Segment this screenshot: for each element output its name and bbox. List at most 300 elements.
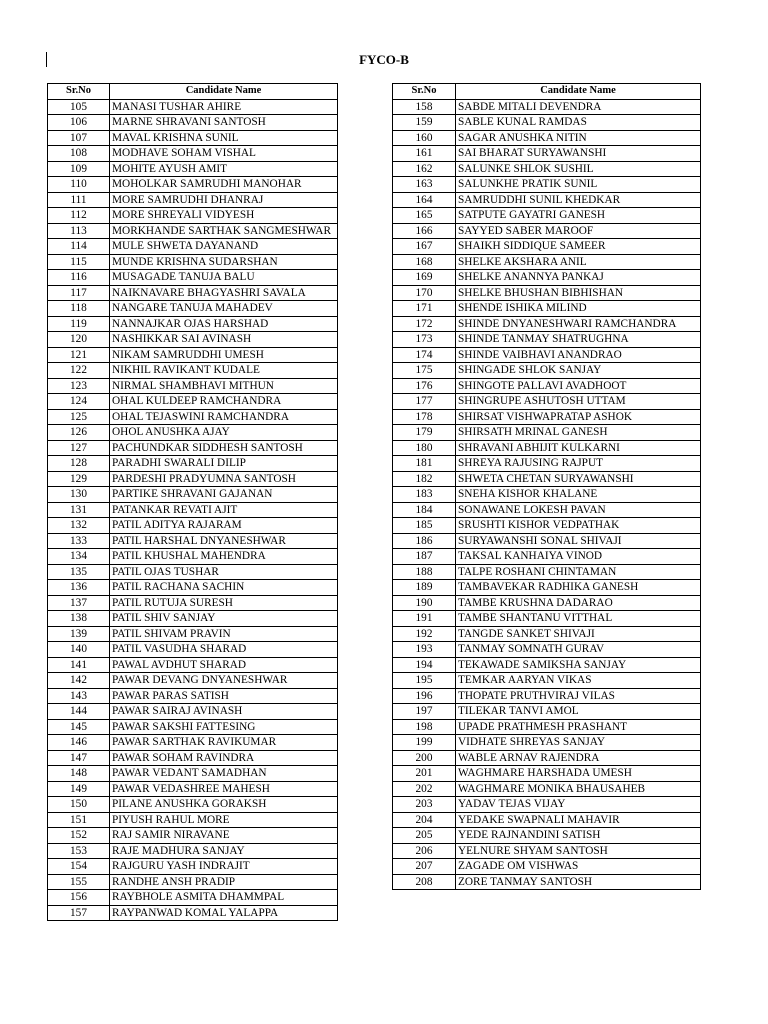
table-row — [48, 580, 338, 596]
sr-no-cell: 199 — [393, 735, 456, 751]
table-row — [48, 192, 338, 208]
table-row — [393, 564, 701, 580]
table-row — [393, 688, 701, 704]
table-row — [393, 347, 701, 363]
candidate-name-cell: SHINGADE SHLOK SANJAY — [456, 363, 701, 379]
candidate-name-cell: PATIL VASUDHA SHARAD — [110, 642, 338, 658]
table-row — [48, 471, 338, 487]
candidate-name-cell: MORE SHREYALI VIDYESH — [110, 208, 338, 224]
candidate-name-cell: SALUNKHE PRATIK SUNIL — [456, 177, 701, 193]
table-row — [393, 239, 701, 255]
sr-no-cell: 157 — [48, 905, 110, 921]
sr-no-cell: 138 — [48, 611, 110, 627]
table-row — [48, 905, 338, 921]
candidate-name-cell: SABDE MITALI DEVENDRA — [456, 99, 701, 115]
candidate-name-cell: OHOL ANUSHKA AJAY — [110, 425, 338, 441]
table-row — [48, 611, 338, 627]
candidate-name-cell: SHINDE DNYANESHWARI RAMCHANDRA — [456, 316, 701, 332]
candidate-name-cell: SALUNKE SHLOK SUSHIL — [456, 161, 701, 177]
table-header-row — [393, 84, 701, 100]
candidate-name-cell: SHELKE BHUSHAN BIBHISHAN — [456, 285, 701, 301]
candidate-name-cell: SAMRUDDHI SUNIL KHEDKAR — [456, 192, 701, 208]
candidate-name-cell: NIRMAL SHAMBHAVI MITHUN — [110, 378, 338, 394]
sr-no-cell: 174 — [393, 347, 456, 363]
candidate-name-cell: WAGHMARE HARSHADA UMESH — [456, 766, 701, 782]
table-row — [393, 735, 701, 751]
table-row — [393, 177, 701, 193]
sr-no-cell: 129 — [48, 471, 110, 487]
table-row — [393, 874, 701, 890]
sr-no-cell: 164 — [393, 192, 456, 208]
candidate-name-cell: PAWAR SAIRAJ AVINASH — [110, 704, 338, 720]
table-row — [48, 533, 338, 549]
candidate-name-cell: TAMBAVEKAR RADHIKA GANESH — [456, 580, 701, 596]
candidate-name-cell: SHREYA RAJUSING RAJPUT — [456, 456, 701, 472]
sr-no-cell: 207 — [393, 859, 456, 875]
table-row — [48, 316, 338, 332]
table-row — [48, 673, 338, 689]
candidate-name-cell: NIKAM SAMRUDDHI UMESH — [110, 347, 338, 363]
table-row — [393, 859, 701, 875]
candidate-name-cell: THOPATE PRUTHVIRAJ VILAS — [456, 688, 701, 704]
candidate-name-cell: MORE SAMRUDHI DHANRAJ — [110, 192, 338, 208]
sr-no-cell: 196 — [393, 688, 456, 704]
candidate-name-cell: ZAGADE OM VISHWAS — [456, 859, 701, 875]
candidate-name-cell: SATPUTE GAYATRI GANESH — [456, 208, 701, 224]
table-row — [393, 766, 701, 782]
table-row — [393, 208, 701, 224]
table-row — [48, 657, 338, 673]
sr-no-cell: 128 — [48, 456, 110, 472]
sr-no-cell: 145 — [48, 719, 110, 735]
candidate-name-cell: RAJGURU YASH INDRAJIT — [110, 859, 338, 875]
sr-no-cell: 154 — [48, 859, 110, 875]
candidate-name-cell: YADAV TEJAS VIJAY — [456, 797, 701, 813]
candidate-name-cell: TAMBE SHANTANU VITTHAL — [456, 611, 701, 627]
table-row — [48, 425, 338, 441]
candidate-name-cell: MOHOLKAR SAMRUDHI MANOHAR — [110, 177, 338, 193]
table-row — [48, 270, 338, 286]
candidate-name-cell: PATIL SHIV SANJAY — [110, 611, 338, 627]
candidate-name-cell: SHIRSAT VISHWAPRATAP ASHOK — [456, 409, 701, 425]
sr-no-cell: 118 — [48, 301, 110, 317]
candidate-name-cell: PAWAR SAKSHI FATTESING — [110, 719, 338, 735]
candidate-name-header: Candidate Name — [456, 84, 701, 100]
sr-no-cell: 111 — [48, 192, 110, 208]
candidate-name-cell: SHRAVANI ABHIJIT KULKARNI — [456, 440, 701, 456]
table-row — [48, 549, 338, 565]
candidate-name-cell: PATIL SHIVAM PRAVIN — [110, 626, 338, 642]
sr-no-cell: 140 — [48, 642, 110, 658]
sr-no-cell: 203 — [393, 797, 456, 813]
table-row — [48, 332, 338, 348]
table-row — [393, 409, 701, 425]
table-row — [48, 502, 338, 518]
sr-no-cell: 184 — [393, 502, 456, 518]
sr-no-cell: 205 — [393, 828, 456, 844]
candidate-name-cell: PAWAL AVDHUT SHARAD — [110, 657, 338, 673]
sr-no-cell: 131 — [48, 502, 110, 518]
sr-no-cell: 110 — [48, 177, 110, 193]
candidate-name-cell: SAYYED SABER MAROOF — [456, 223, 701, 239]
sr-no-header: Sr.No — [393, 84, 456, 100]
sr-no-cell: 136 — [48, 580, 110, 596]
candidate-name-cell: YEDE RAJNANDINI SATISH — [456, 828, 701, 844]
sr-no-cell: 121 — [48, 347, 110, 363]
sr-no-cell: 168 — [393, 254, 456, 270]
sr-no-cell: 170 — [393, 285, 456, 301]
table-row — [48, 146, 338, 162]
candidate-name-cell: YEDAKE SWAPNALI MAHAVIR — [456, 812, 701, 828]
candidate-name-cell: TALPE ROSHANI CHINTAMAN — [456, 564, 701, 580]
candidate-name-cell: VIDHATE SHREYAS SANJAY — [456, 735, 701, 751]
candidate-name-cell: PATIL RACHANA SACHIN — [110, 580, 338, 596]
table-row — [48, 456, 338, 472]
sr-no-cell: 161 — [393, 146, 456, 162]
table-row — [48, 223, 338, 239]
table-row — [393, 797, 701, 813]
table-row — [48, 99, 338, 115]
sr-no-cell: 191 — [393, 611, 456, 627]
sr-no-cell: 135 — [48, 564, 110, 580]
candidate-name-cell: RAYBHOLE ASMITA DHAMMPAL — [110, 890, 338, 906]
sr-no-cell: 142 — [48, 673, 110, 689]
sr-no-cell: 178 — [393, 409, 456, 425]
candidate-name-cell: PAWAR DEVANG DNYANESHWAR — [110, 673, 338, 689]
sr-no-cell: 125 — [48, 409, 110, 425]
table-row — [48, 781, 338, 797]
candidate-name-cell: YELNURE SHYAM SANTOSH — [456, 843, 701, 859]
sr-no-cell: 123 — [48, 378, 110, 394]
table-row — [393, 673, 701, 689]
table-row — [393, 161, 701, 177]
table-row — [48, 301, 338, 317]
table-body — [48, 99, 338, 921]
candidate-name-cell: MANASI TUSHAR AHIRE — [110, 99, 338, 115]
sr-no-cell: 158 — [393, 99, 456, 115]
sr-no-cell: 181 — [393, 456, 456, 472]
table-row — [48, 440, 338, 456]
sr-no-cell: 120 — [48, 332, 110, 348]
sr-no-cell: 151 — [48, 812, 110, 828]
sr-no-cell: 144 — [48, 704, 110, 720]
table-row — [393, 657, 701, 673]
candidate-name-cell: SHELKE AKSHARA ANIL — [456, 254, 701, 270]
table-row — [393, 130, 701, 146]
candidate-name-cell: NIKHIL RAVIKANT KUDALE — [110, 363, 338, 379]
sr-no-cell: 134 — [48, 549, 110, 565]
sr-no-cell: 165 — [393, 208, 456, 224]
sr-no-cell: 114 — [48, 239, 110, 255]
table-row — [393, 285, 701, 301]
sr-no-cell: 187 — [393, 549, 456, 565]
sr-no-cell: 155 — [48, 874, 110, 890]
table-row — [48, 177, 338, 193]
table-row — [48, 626, 338, 642]
table-row — [48, 688, 338, 704]
candidate-name-cell: PAWAR VEDANT SAMADHAN — [110, 766, 338, 782]
table-row — [48, 797, 338, 813]
table-row — [393, 533, 701, 549]
table-row — [48, 161, 338, 177]
table-row — [48, 595, 338, 611]
table-row — [393, 487, 701, 503]
sr-no-cell: 143 — [48, 688, 110, 704]
sr-no-cell: 152 — [48, 828, 110, 844]
sr-no-cell: 137 — [48, 595, 110, 611]
candidate-name-cell: SABLE KUNAL RAMDAS — [456, 115, 701, 131]
candidate-name-cell: MOHITE AYUSH AMIT — [110, 161, 338, 177]
table-row — [48, 487, 338, 503]
candidate-table-right — [392, 83, 701, 890]
candidate-name-cell: PARADHI SWARALI DILIP — [110, 456, 338, 472]
sr-no-cell: 198 — [393, 719, 456, 735]
table-row — [393, 518, 701, 534]
table-row — [48, 254, 338, 270]
table-row — [48, 843, 338, 859]
candidate-name-cell: SHINDE VAIBHAVI ANANDRAO — [456, 347, 701, 363]
sr-no-cell: 122 — [48, 363, 110, 379]
table-row — [48, 642, 338, 658]
sr-no-cell: 126 — [48, 425, 110, 441]
sr-no-cell: 186 — [393, 533, 456, 549]
sr-no-cell: 132 — [48, 518, 110, 534]
sr-no-cell: 182 — [393, 471, 456, 487]
candidate-name-cell: MUNDE KRISHNA SUDARSHAN — [110, 254, 338, 270]
candidate-name-cell: PACHUNDKAR SIDDHESH SANTOSH — [110, 440, 338, 456]
candidate-name-cell: PATANKAR REVATI AJIT — [110, 502, 338, 518]
sr-no-cell: 208 — [393, 874, 456, 890]
table-row — [393, 471, 701, 487]
table-row — [393, 425, 701, 441]
sr-no-cell: 193 — [393, 642, 456, 658]
table-row — [48, 378, 338, 394]
table-row — [48, 239, 338, 255]
table-row — [393, 626, 701, 642]
candidate-name-cell: PAWAR VEDASHREE MAHESH — [110, 781, 338, 797]
table-row — [393, 254, 701, 270]
candidate-name-cell: SHINGOTE PALLAVI AVADHOOT — [456, 378, 701, 394]
sr-no-cell: 172 — [393, 316, 456, 332]
candidate-name-cell: RANDHE ANSH PRADIP — [110, 874, 338, 890]
candidate-name-cell: SURYAWANSHI SONAL SHIVAJI — [456, 533, 701, 549]
table-row — [48, 704, 338, 720]
sr-no-cell: 189 — [393, 580, 456, 596]
sr-no-cell: 204 — [393, 812, 456, 828]
candidate-name-cell: TEKAWADE SAMIKSHA SANJAY — [456, 657, 701, 673]
candidate-name-cell: SHENDE ISHIKA MILIND — [456, 301, 701, 317]
sr-no-cell: 192 — [393, 626, 456, 642]
sr-no-cell: 127 — [48, 440, 110, 456]
sr-no-cell: 108 — [48, 146, 110, 162]
table-row — [393, 812, 701, 828]
sr-no-cell: 197 — [393, 704, 456, 720]
candidate-name-cell: SHINGRUPE ASHUTOSH UTTAM — [456, 394, 701, 410]
sr-no-cell: 130 — [48, 487, 110, 503]
table-row — [393, 704, 701, 720]
sr-no-cell: 133 — [48, 533, 110, 549]
sr-no-cell: 194 — [393, 657, 456, 673]
candidate-name-cell: SNEHA KISHOR KHALANE — [456, 487, 701, 503]
sr-no-cell: 107 — [48, 130, 110, 146]
sr-no-cell: 195 — [393, 673, 456, 689]
sr-no-cell: 153 — [48, 843, 110, 859]
table-row — [393, 363, 701, 379]
sr-no-cell: 105 — [48, 99, 110, 115]
candidate-name-cell: SRUSHTI KISHOR VEDPATHAK — [456, 518, 701, 534]
sr-no-cell: 117 — [48, 285, 110, 301]
candidate-name-cell: TEMKAR AARYAN VIKAS — [456, 673, 701, 689]
table-row — [393, 595, 701, 611]
candidate-name-cell: PATIL OJAS TUSHAR — [110, 564, 338, 580]
sr-no-cell: 159 — [393, 115, 456, 131]
table-row — [48, 750, 338, 766]
candidate-name-cell: PATIL ADITYA RAJARAM — [110, 518, 338, 534]
sr-no-cell: 139 — [48, 626, 110, 642]
candidate-name-cell: SHELKE ANANNYA PANKAJ — [456, 270, 701, 286]
table-row — [48, 564, 338, 580]
sr-no-header: Sr.No — [48, 84, 110, 100]
sr-no-cell: 160 — [393, 130, 456, 146]
sr-no-cell: 177 — [393, 394, 456, 410]
sr-no-cell: 113 — [48, 223, 110, 239]
candidate-table-left — [47, 83, 338, 921]
table-row — [48, 208, 338, 224]
candidate-name-cell: WAGHMARE MONIKA BHAUSAHEB — [456, 781, 701, 797]
table-row — [393, 316, 701, 332]
candidate-name-cell: PAWAR PARAS SATISH — [110, 688, 338, 704]
sr-no-cell: 206 — [393, 843, 456, 859]
candidate-name-cell: MODHAVE SOHAM VISHAL — [110, 146, 338, 162]
table-body — [393, 99, 701, 890]
candidate-name-cell: SHINDE TANMAY SHATRUGHNA — [456, 332, 701, 348]
table-row — [48, 130, 338, 146]
table-row — [48, 285, 338, 301]
candidate-name-cell: TANMAY SOMNATH GURAV — [456, 642, 701, 658]
table-row — [48, 874, 338, 890]
sr-no-cell: 150 — [48, 797, 110, 813]
candidate-name-cell: PATIL HARSHAL DNYANESHWAR — [110, 533, 338, 549]
candidate-name-cell: PATIL KHUSHAL MAHENDRA — [110, 549, 338, 565]
sr-no-cell: 169 — [393, 270, 456, 286]
candidate-name-cell: OHAL KULDEEP RAMCHANDRA — [110, 394, 338, 410]
table-row — [393, 843, 701, 859]
sr-no-cell: 156 — [48, 890, 110, 906]
table-row — [48, 890, 338, 906]
table-row — [393, 828, 701, 844]
sr-no-cell: 149 — [48, 781, 110, 797]
candidate-name-cell: MULE SHWETA DAYANAND — [110, 239, 338, 255]
candidate-name-cell: SONAWANE LOKESH PAVAN — [456, 502, 701, 518]
candidate-name-cell: RAYPANWAD KOMAL YALAPPA — [110, 905, 338, 921]
table-row — [393, 223, 701, 239]
sr-no-cell: 163 — [393, 177, 456, 193]
table-row — [393, 332, 701, 348]
table-row — [393, 549, 701, 565]
sr-no-cell: 116 — [48, 270, 110, 286]
table-row — [48, 394, 338, 410]
candidate-name-cell: ZORE TANMAY SANTOSH — [456, 874, 701, 890]
table-row — [48, 812, 338, 828]
table-row — [393, 440, 701, 456]
candidate-name-cell: SHIRSATH MRINAL GANESH — [456, 425, 701, 441]
candidate-name-cell: PARTIKE SHRAVANI GAJANAN — [110, 487, 338, 503]
candidate-name-cell: RAJ SAMIR NIRAVANE — [110, 828, 338, 844]
sr-no-cell: 124 — [48, 394, 110, 410]
candidate-name-cell: MAVAL KRISHNA SUNIL — [110, 130, 338, 146]
sr-no-cell: 166 — [393, 223, 456, 239]
candidate-name-cell: MARNE SHRAVANI SANTOSH — [110, 115, 338, 131]
table-row — [48, 347, 338, 363]
sr-no-cell: 183 — [393, 487, 456, 503]
table-row — [393, 394, 701, 410]
candidate-name-cell: PATIL RUTUJA SURESH — [110, 595, 338, 611]
table-row — [48, 828, 338, 844]
table-row — [393, 378, 701, 394]
table-row — [48, 766, 338, 782]
table-row — [48, 409, 338, 425]
table-row — [393, 580, 701, 596]
table-row — [393, 146, 701, 162]
candidate-name-cell: RAJE MADHURA SANJAY — [110, 843, 338, 859]
candidate-name-cell: PAWAR SOHAM RAVINDRA — [110, 750, 338, 766]
table-row — [393, 781, 701, 797]
candidate-name-header: Candidate Name — [110, 84, 338, 100]
sr-no-cell: 188 — [393, 564, 456, 580]
sr-no-cell: 173 — [393, 332, 456, 348]
table-row — [48, 859, 338, 875]
table-row — [393, 301, 701, 317]
table-row — [48, 115, 338, 131]
candidate-name-cell: SHAIKH SIDDIQUE SAMEER — [456, 239, 701, 255]
sr-no-cell: 115 — [48, 254, 110, 270]
sr-no-cell: 179 — [393, 425, 456, 441]
sr-no-cell: 171 — [393, 301, 456, 317]
table-row — [393, 99, 701, 115]
sr-no-cell: 176 — [393, 378, 456, 394]
table-row — [393, 642, 701, 658]
sr-no-cell: 185 — [393, 518, 456, 534]
table-row — [393, 115, 701, 131]
table-header-row — [48, 84, 338, 100]
page-title: FYCO-B — [359, 52, 409, 67]
table-row — [393, 192, 701, 208]
candidate-name-cell: NAIKNAVARE BHAGYASHRI SAVALA — [110, 285, 338, 301]
table-row — [393, 750, 701, 766]
sr-no-cell: 148 — [48, 766, 110, 782]
candidate-name-cell: WABLE ARNAV RAJENDRA — [456, 750, 701, 766]
candidate-name-cell: UPADE PRATHMESH PRASHANT — [456, 719, 701, 735]
table-row — [48, 363, 338, 379]
table-row — [393, 502, 701, 518]
candidate-name-cell: SAGAR ANUSHKA NITIN — [456, 130, 701, 146]
sr-no-cell: 112 — [48, 208, 110, 224]
sr-no-cell: 202 — [393, 781, 456, 797]
table-row — [393, 611, 701, 627]
sr-no-cell: 109 — [48, 161, 110, 177]
table-row — [393, 719, 701, 735]
candidate-name-cell: MORKHANDE SARTHAK SANGMESHWAR — [110, 223, 338, 239]
sr-no-cell: 200 — [393, 750, 456, 766]
sr-no-cell: 175 — [393, 363, 456, 379]
sr-no-cell: 201 — [393, 766, 456, 782]
candidate-name-cell: OHAL TEJASWINI RAMCHANDRA — [110, 409, 338, 425]
sr-no-cell: 141 — [48, 657, 110, 673]
candidate-name-cell: PAWAR SARTHAK RAVIKUMAR — [110, 735, 338, 751]
table-row — [393, 270, 701, 286]
candidate-name-cell: NASHIKKAR SAI AVINASH — [110, 332, 338, 348]
candidate-name-cell: TAMBE KRUSHNA DADARAO — [456, 595, 701, 611]
